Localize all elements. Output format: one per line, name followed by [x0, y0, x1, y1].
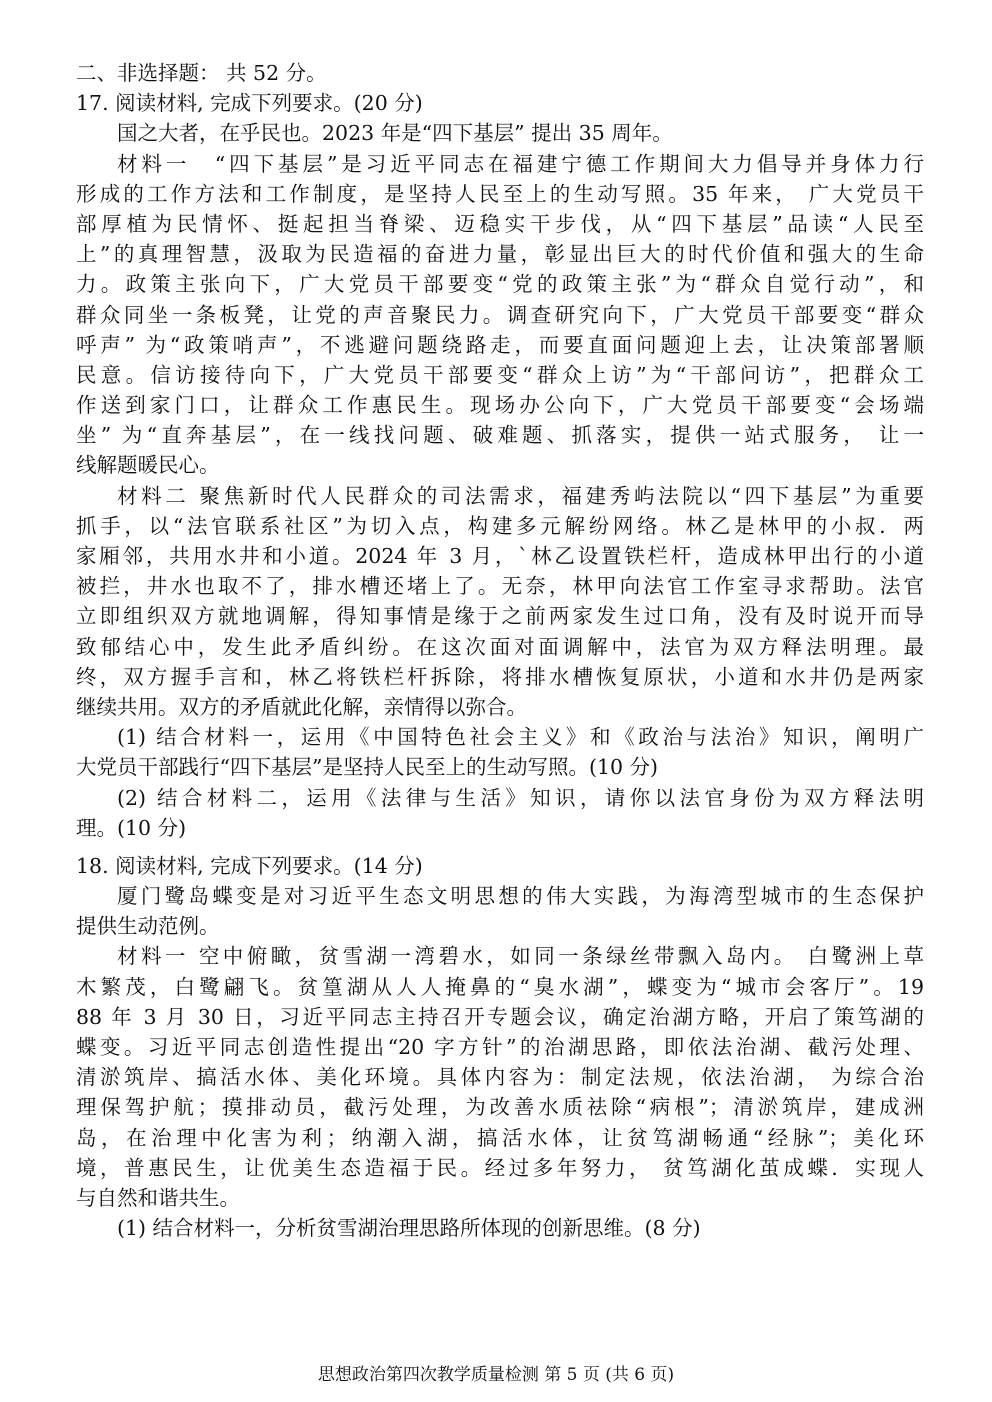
paragraph-line: 形成的工作方法和工作制度，是坚持人民至上的生动写照。35 年来， 广大党员干: [76, 181, 924, 206]
paragraph-line: 与自然和谐共生。: [76, 1185, 240, 1210]
section-heading: 二、非选择题： 共 52 分。: [76, 61, 327, 85]
paragraph-line: 被拦，井水也取不了，排水槽还堵上了。无奈，林甲向法官工作室寻求帮助。法官: [76, 574, 924, 599]
paragraph-line: 境，普惠民生，让优美生态造福于民。经过多年努力， 贫笃湖化茧成蝶．实现人: [76, 1155, 924, 1180]
q17-subquestion-2: [76, 783, 924, 843]
paragraph-line: 理保驾护航；摸排动员，截污处理，为改善水质祛除“病根”；清淤筑岸，建成洲: [76, 1095, 924, 1120]
paragraph-line: 厦门鹭岛蝶变是对习近平生态文明思想的伟大实践，为海湾型城市的生态保护: [117, 884, 924, 909]
paragraph-line: 抓手，以“法官联系社区”为切入点，构建多元解纷网络。林乙是林甲的小叔．两: [76, 513, 924, 538]
paragraph-line: 提供生动范例。: [76, 914, 220, 939]
paragraph-line: 材料一 “四下基层”是习近平同志在福建宁德工作期间大力倡导并身体力行: [117, 151, 924, 176]
paragraph-line: 立即组织双方就地调解，得知事情是缘于之前两家发生过口角，没有及时说开而导: [76, 604, 924, 629]
question-17-title: 17. 阅读材料, 完成下列要求。(20 分): [76, 91, 423, 116]
paragraph-line: (1) 结合材料一，分析贫雪湖治理思路所体现的创新思维。(8 分): [117, 1216, 701, 1241]
paragraph-line: 材料一 空中俯瞰，贫雪湖一湾碧水，如同一条绿丝带飘入岛内。 白鹭洲上草: [117, 944, 924, 969]
paragraph-line: 上”的真理智慧，汲取为民造福的奋进力量，彰显出巨大的时代价值和强大的生命: [76, 242, 924, 267]
q17-material-2: [76, 481, 924, 723]
q17-intro: 国之大者，在乎民也。2023 年是“四下基层” 提出 35 周年。: [117, 121, 673, 146]
paragraph-line: 蝶变。习近平同志创造性提出“20 字方针”的治湖思路，即依法治湖、截污处理、: [76, 1035, 924, 1059]
q18-subquestion-1: [76, 1213, 924, 1243]
q18-intro: [76, 881, 924, 941]
question-spacer: [76, 843, 924, 851]
page-content: [76, 58, 924, 1243]
paragraph-line: 力。政策主张向下，广大党员干部要变“党的政策主张”为“群众自觉行动”，和: [76, 272, 924, 297]
paragraph-line: 大党员干部践行“四下基层”是坚持人民至上的生动写照。(10 分): [76, 755, 659, 780]
paragraph-line: 材料二 聚焦新时代人民群众的司法需求，福建秀屿法院以“四下基层”为重要: [117, 483, 924, 508]
paragraph-line: 呼声” 为“政策哨声”，不逃避问题绕路走，而要直面问题迎上去，让决策部署顺: [76, 332, 924, 357]
paragraph-line: 88 年 3 月 30 日，习近平同志主持召开专题会议，确定治湖方略，开启了策笃湖的: [76, 1004, 924, 1029]
paragraph-line: 理。(10 分): [76, 815, 187, 840]
paragraph-line: 继续共用。双方的矛盾就此化解，亲情得以弥合。: [76, 694, 527, 719]
paragraph-line: 终，双方握手言和，林乙将铁栏杆拆除，将排水槽恢复原状，小道和水井仍是两家: [76, 664, 924, 689]
q17-subquestion-1: [76, 722, 924, 782]
paragraph-line: 致郁结心中，发生此矛盾纠纷。在这次面对面调解中，法官为双方释法明理。最: [76, 634, 924, 659]
paragraph-line: 民意。信访接待向下，广大党员干部要变“群众上访”为“干部问访”，把群众工: [76, 362, 924, 387]
question-18-title: 18. 阅读材料, 完成下列要求。(14 分): [76, 853, 423, 878]
paragraph-line: 坐” 为“直奔基层”，在一线找问题、破难题、抓落实，提供一站式服务， 让一: [76, 423, 924, 448]
page-footer: 思想政治第四次教学质量检测 第 5 页 (共 6 页): [317, 1365, 675, 1385]
q17-material-1: [76, 149, 924, 481]
paragraph-line: (2) 结合材料二，运用《法律与生活》知识，请你以法官身份为双方释法明: [117, 785, 924, 810]
paragraph-line: (1) 结合材料一，运用《中国特色社会主义》和《政治与法治》知识，阐明广: [117, 725, 924, 750]
paragraph-line: 作送到家门口，让群众工作惠民生。现场办公向下，广大党员干部要变“会场端: [76, 393, 924, 418]
q18-material-1: [76, 941, 924, 1213]
paragraph-line: 线解题暖民心。: [76, 453, 220, 478]
paragraph-line: 岛，在治理中化害为利；纳潮入湖，搞活水体，让贫笃湖畅通“经脉”；美化环: [76, 1125, 924, 1150]
paragraph-line: 群众同坐一条板凳，让党的声音聚民力。调查研究向下，广大党员干部要变“群众: [76, 302, 924, 327]
paragraph-line: 清淤筑岸、搞活水体、美化环境。具体内容为：制定法规，依法治湖， 为综合治: [76, 1065, 924, 1090]
paragraph-line: 木繁茂，白鹭翩飞。贫篁湖从人人掩鼻的“臭水湖”，蝶变为“城市会客厅”。19: [76, 974, 924, 999]
paragraph-line: 部厚植为民情怀、挺起担当脊梁、迈稳实干步伐，从“四下基层”品读“人民至: [76, 211, 924, 236]
paragraph-line: 家厢邻，共用水井和小道。2024 年 3 月，`林乙设置铁栏杆，造成林甲出行的小道: [76, 544, 924, 568]
